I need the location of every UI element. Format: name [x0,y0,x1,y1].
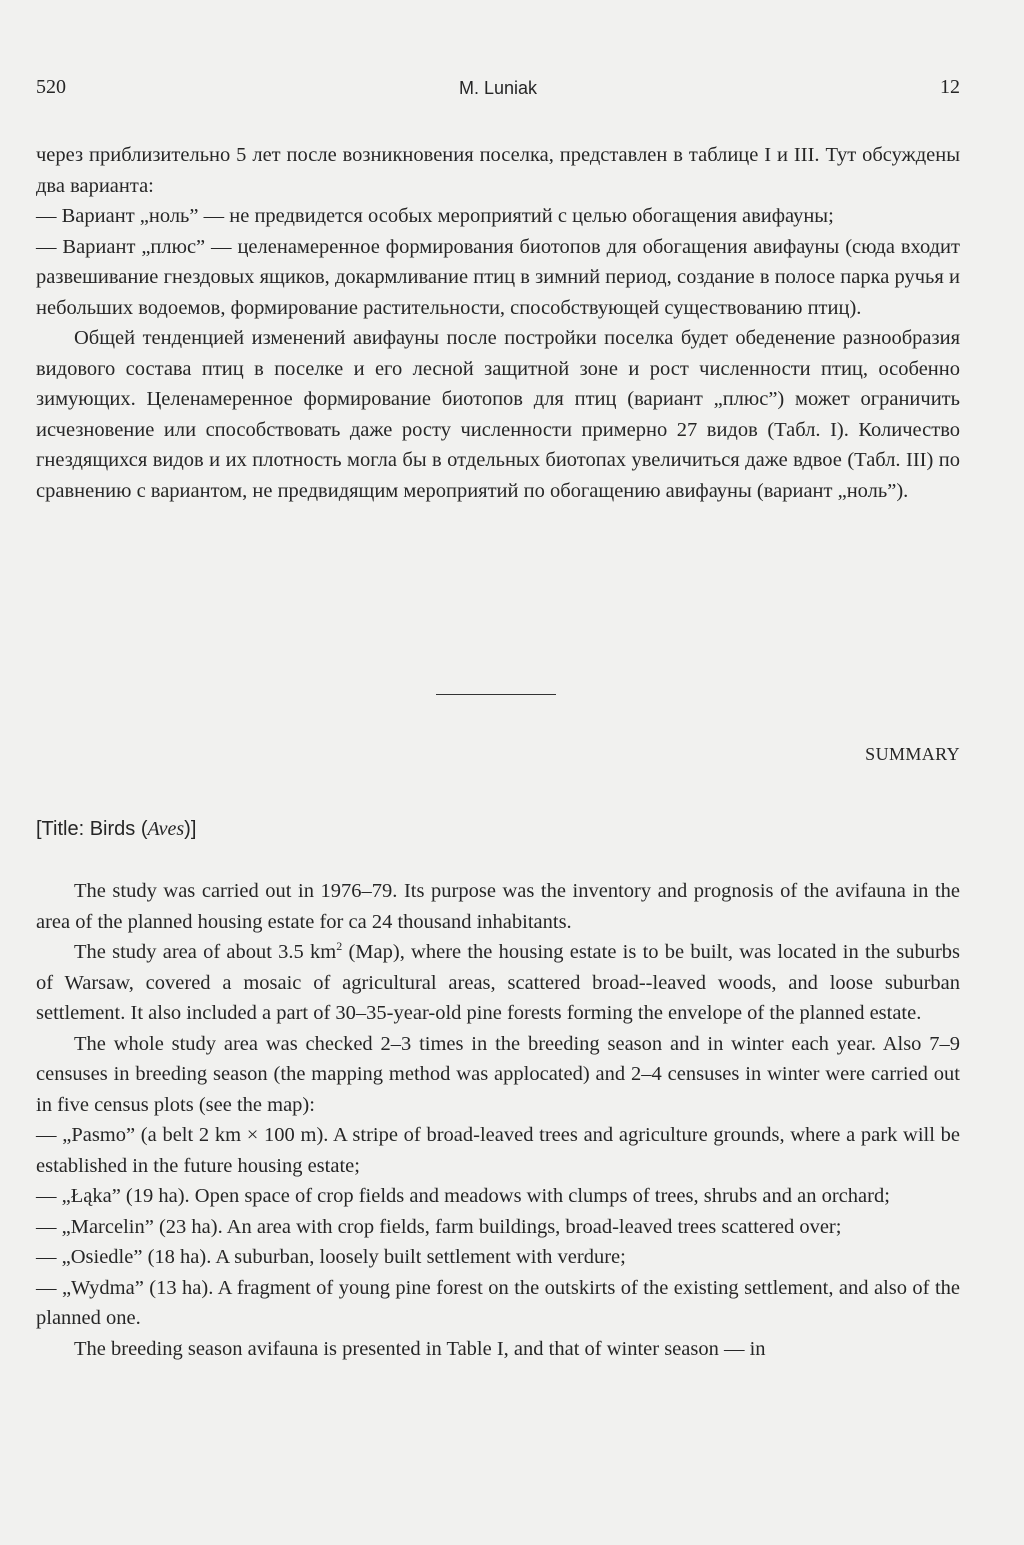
volume-number: 12 [940,76,960,98]
english-summary-block [36,876,960,1364]
summary-paragraph-4: The breeding season avifauna is presented in Table I, and that of winter season — in [74,1337,766,1360]
title-prefix: [Title: Birds ( [36,818,148,840]
running-header [36,76,960,106]
summary-paragraph-1: The study was carried out in 1976–79. Its purpose was the inventory and prognosis of the avifauna in the area of the planned housing estate for ca 24 thousand inhabitants. [36,880,960,933]
title-taxon: Aves [147,818,185,840]
russian-paragraph-1: через приблизительно 5 лет после возникновения поселка, представлен в таблице I и III. Тут обсуждены два варианта: [36,144,960,197]
page-number: 520 [36,76,66,98]
p2-end: (Map), where the housing estate is to be built, was located in the suburbs of Warsaw, covered a mosaic of agricultural areas, scattered broad--leaved woods, and loose suburban settlement. It also included a part of 30–35-year-old pine forests forming the envelope of the planned estate. [36,941,961,1024]
p2-start: The study area of about 3.5 km [74,941,337,963]
author-name: M. Luniak [458,78,538,98]
census-plot-pasmo: — „Pasmo” (a belt 2 km × 100 m). A stripe of broad-leaved trees and agriculture grounds, where a park will be established in the future housing estate; [36,1124,960,1177]
russian-variant-zero: — Вариант „ноль” — не предвидется особых мероприятий с целью обогащения авифауны; [36,205,834,227]
census-plot-wydma: — „Wydma” (13 ha). A fragment of young pine forest on the outskirts of the existing settlement, and also of the planned one. [36,1276,960,1329]
summary-heading: SUMMARY [865,744,960,764]
section-divider [436,694,556,695]
p2-superscript: 2 [336,939,343,954]
russian-variant-plus: — Вариант „плюс” — целенамеренное формирования биотопов для обогащения авифауны (сюда входит развешивание гнездовых ящиков, докармливание птиц в зимний период, создание в полосе парка ручья и небольших водоемов, формирование растительности, способствующей существованию птиц). [36,235,960,319]
summary-title [36,818,196,841]
census-plot-marcelin: — „Marcelin” (23 ha). An area with crop fields, farm buildings, broad-leaved trees scattered over; [36,1215,842,1238]
title-suffix: )] [184,818,197,840]
summary-paragraph-2 [36,937,960,1029]
census-plot-osiedle: — „Osiedle” (18 ha). A suburban, loosely built settlement with verdure; [36,1246,626,1268]
census-plot-laka: — „Łąka” (19 ha). Open space of crop fields and meadows with clumps of trees, shrubs and an orchard; [36,1185,890,1207]
russian-text-block [36,140,960,506]
summary-paragraph-3: The whole study area was checked 2–3 times in the breeding season and in winter each year. Also 7–9 censuses in breeding season (the mapping method was applocated) and 2–4 censuses in winter were carried out in five census plots (see the map): [36,1032,960,1116]
russian-conclusion-paragraph: Общей тенденцией изменений авифауны после постройки поселка будет обеденение разнообразия видового состава птиц в поселке и его лесной защитной зоне и рост численности птиц, особенно зимующих. Целенамеренное формирование биотопов для птиц (вариант „плюс”) может ограничить исчезновение или способствовать даже росту численности примерно 27 видов (Табл. I). Количество гнездящихся видов и их плотность могла бы в отдельных биотопах увеличиться даже вдвое (Табл. III) по сравнению с вариантом, не предвидящим мероприятий по обогащению авифауны (вариант „ноль”). [36,327,960,502]
